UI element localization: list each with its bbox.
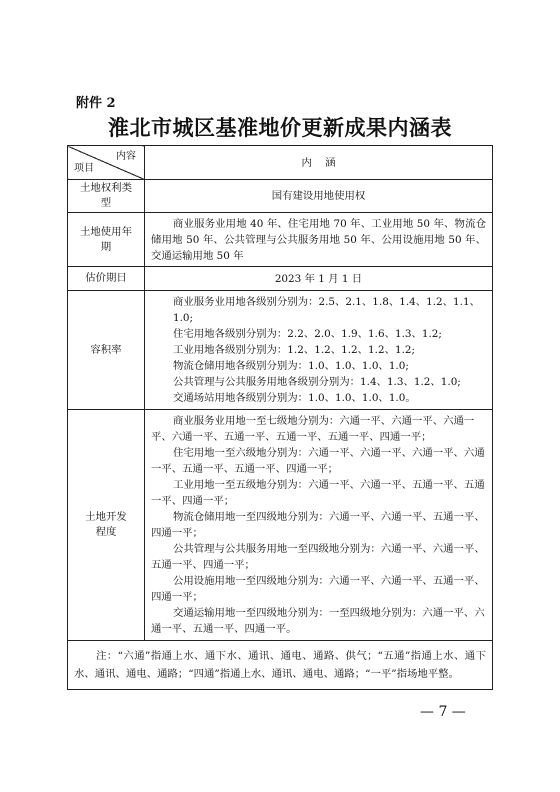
row-label: 土地使用年期 (68, 213, 145, 267)
table-note: 注：“六通”指通上水、通下水、通讯、通电、通路、供气；“五通”指通上水、通下水、通讯、通电、通路；“四通”指通上水、通讯、通电、通路；“一平”指场地平整。 (68, 641, 493, 690)
header-diagonal-cell (68, 146, 145, 180)
row-label: 估价期日 (68, 267, 145, 291)
land-price-table (67, 145, 493, 690)
far-line: 交通场站用地各级别分别为：1.0、1.0、1.0、1.0。 (173, 392, 416, 404)
development-paragraph: 交通运输用地一至四级地分别为：一至四级地分别为：六通一平、六通一平、五通一平、四通一平。 (151, 607, 485, 635)
development-paragraph: 商业服务业用地一至七级地分别为：六通一平、六通一平、六通一平、六通一平、五通一平、五通一平、五通一平、四通一平； (151, 415, 475, 443)
header-item-label: 项目 (74, 163, 94, 174)
development-paragraph: 物流仓储用地一至四级地分别为：六通一平、六通一平、五通一平、四通一平； (151, 511, 485, 539)
row-value: 2023 年 1 月 1 日 (145, 267, 493, 291)
far-line: 公共管理与公共服务用地各级别分别为：1.4、1.3、1.2、1.0; (173, 376, 461, 388)
far-values (145, 291, 493, 410)
page-number: — 7 — (420, 704, 466, 720)
development-paragraph: 工业用地一至五级地分别为：六通一平、六通一平、五通一平、五通一平、四通一平； (151, 479, 485, 507)
far-line: 商业服务业用地各级别分别为：2.5、2.1、1.8、1.4、1.2、1.1、1.0; (173, 296, 480, 324)
row-label: 容积率 (68, 291, 145, 410)
row-label: 土地开发程度 (68, 410, 145, 641)
far-line: 物流仓储用地各级别分别为：1.0、1.0、1.0、1.0; (173, 360, 409, 372)
development-paragraph: 公用设施用地一至四级地分别为：六通一平、六通一平、五通一平、四通一平； (151, 575, 485, 603)
row-value: 商业服务业用地 40 年、住宅用地 70 年、工业用地 50 年、物流仓储用地 50 年、公共管理与公共服务用地 50 年、公用设施用地 50 年、交通运输用地 50 年 (145, 213, 493, 267)
table-row (68, 267, 493, 291)
table-row-far (68, 291, 493, 410)
page-title: 淮北市城区基准地价更新成果内涵表 (108, 115, 452, 140)
header-connotation: 内 涵 (145, 146, 493, 180)
table-row (68, 180, 493, 213)
row-value: 国有建设用地使用权 (145, 180, 493, 213)
table-note-row (68, 641, 493, 690)
development-values (145, 410, 493, 641)
attachment-label: 附件 2 (76, 96, 116, 111)
table-header-row (68, 146, 493, 180)
far-line: 工业用地各级别分别为：1.2、1.2、1.2、1.2、1.2; (173, 344, 415, 356)
header-content-label: 内容 (116, 151, 136, 162)
development-paragraph: 住宅用地一至六级地分别为：六通一平、六通一平、六通一平、六通一平、五通一平、五通一平、四通一平； (151, 447, 485, 475)
development-paragraph: 公共管理与公共服务用地一至四级地分别为：六通一平、六通一平、五通一平、四通一平； (151, 543, 485, 571)
row-label: 土地权利类型 (68, 180, 145, 213)
table-row-development (68, 410, 493, 641)
table-row (68, 213, 493, 267)
far-line: 住宅用地各级别分别为：2.2、2.0、1.9、1.6、1.3、1.2; (173, 328, 442, 340)
